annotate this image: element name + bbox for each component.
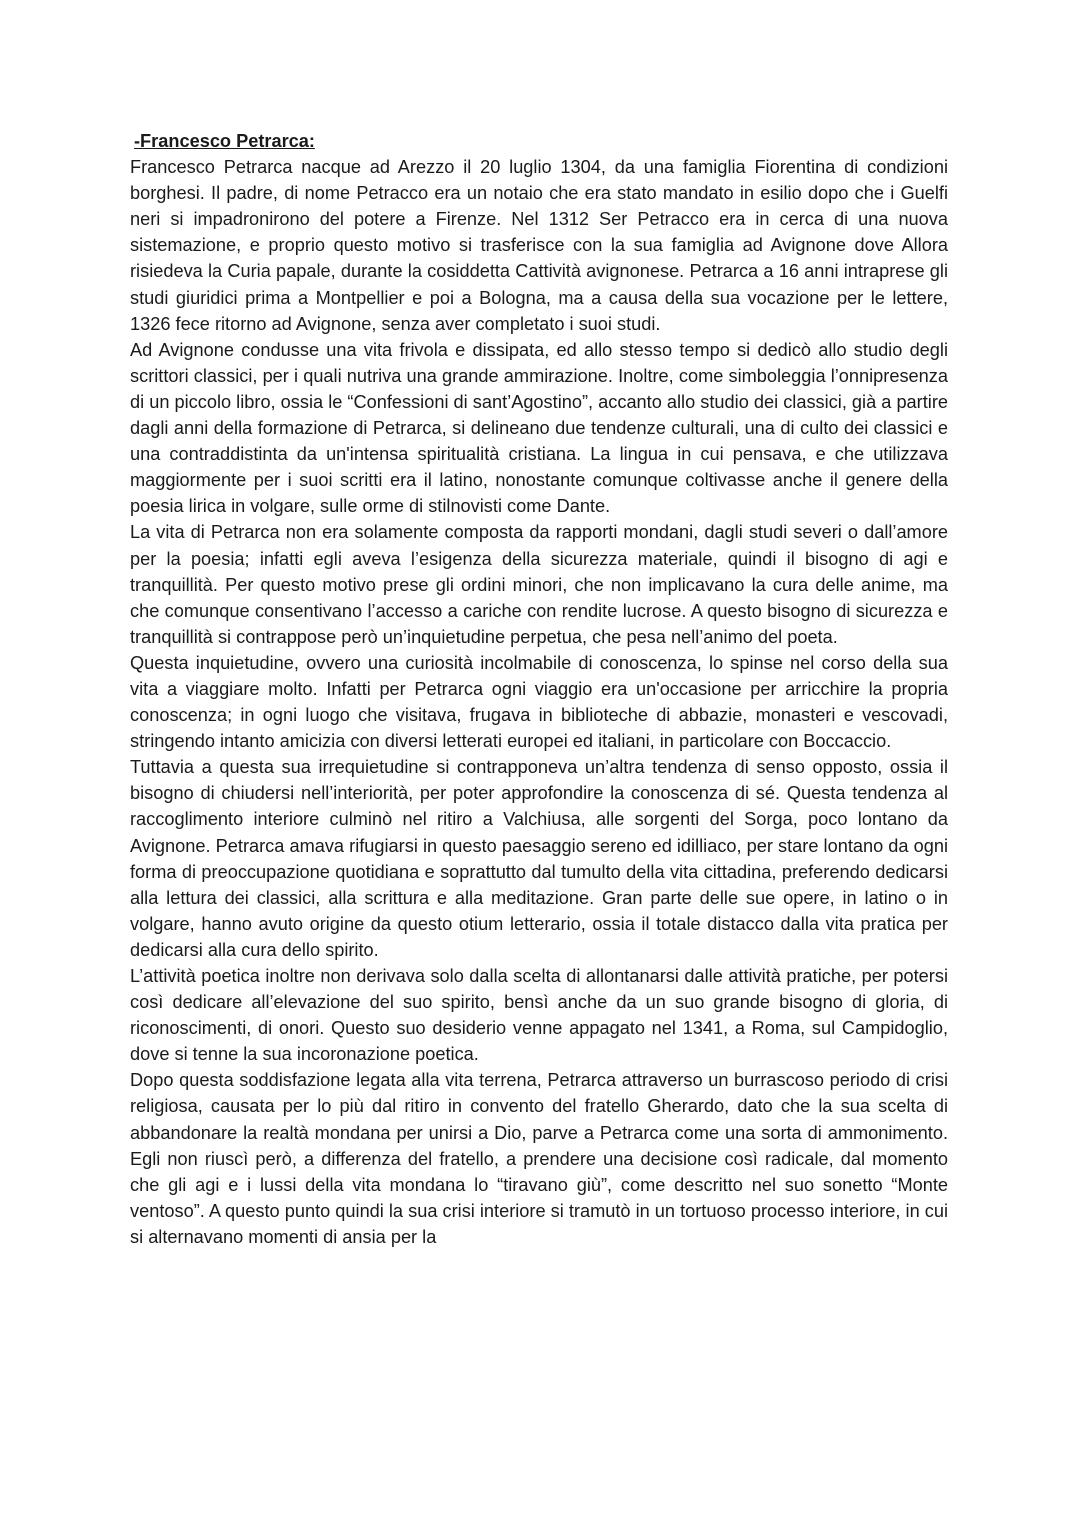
document-page [130,128,948,1250]
paragraph-travel: Questa inquietudine, ovvero una curiosità incolmabile di conoscenza, lo spinse nel corso della sua vita a viaggiare molto. Infatti per Petrarca ogni viaggio era un'occasione per arricchire la propria conoscenza; in ogni luogo che visitava, frugava in biblioteche di abbazie, monasteri e vescovadi, stringendo intanto amicizia con diversi letterati europei ed italiani, in particolare con Boccaccio. [130,652,948,752]
section-heading: -Francesco Petrarca: [134,131,315,151]
paragraph-crisis: Dopo questa soddisfazione legata alla vita terrena, Petrarca attraverso un burrascoso periodo di crisi religiosa, causata per lo più dal ritiro in convento del fratello Gherardo, dato che la sua scelta di abbandonare la realtà mondana per unirsi a Dio, parve a Petrarca come una sorta di ammonimento. Egli non riuscì però, a differenza del fratello, a prendere una decisione così radicale, dal momento che gli agi e i lussi della vita mondana lo “tiravano giù”, come descritto nel suo sonetto “Monte ventoso”. A questo punto quindi la sua crisi interiore si tramutò in un tortuoso processo interiore, in cui si alternavano momenti di ansia per la [130,1070,948,1247]
paragraph-glory: L’attività poetica inoltre non derivava solo dalla scelta di allontanarsi dalle attività pratiche, per potersi così dedicare all’elevazione del suo spirito, bensì anche da un suo grande bisogno di gloria, di riconoscimenti, di onori. Questo suo desiderio venne appagato nel 1341, a Roma, sul Campidoglio, dove si tenne la sua incoronazione poetica. [130,966,948,1065]
paragraph-valchiusa: Tuttavia a questa sua irrequietudine si contrapponeva un’altra tendenza di senso opposto, ossia il bisogno di chiudersi nell’interiorità, per poter approfondire la conoscenza di sé. Questa tendenza al raccoglimento interiore culminò nel ritiro a Valchiusa, alle sorgenti del Sorga, poco lontano da Avignone. Petrarca amava rifugiarsi in questo paesaggio sereno ed idilliaco, per stare lontano da ogni forma di preoccupazione quotidiana e soprattutto dal tumulto della vita cittadina, preferendo dedicarsi alla lettura dei classici, alla scrittura e alla meditazione. Gran parte delle sue opere, in latino o in volgare, hanno avuto origine da questo otium letterario, ossia il totale distacco dalla vita pratica per dedicarsi alla cura dello spirito. [130,757,948,960]
paragraph-birth: Francesco Petrarca nacque ad Arezzo il 20 luglio 1304, da una famiglia Fiorentina di condizioni borghesi. Il padre, di nome Petracco era un notaio che era stato mandato in esilio dopo che i Guelfi neri si impadronirono del potere a Firenze. Nel 1312 Ser Petracco era in cerca di una nuova sistemazione, e proprio questo motivo si trasferisce con la sua famiglia ad Avignone dove Allora risiedeva la Curia papale, durante la cosiddetta Cattività avignonese. Petrarca a 16 anni intraprese gli studi giuridici prima a Montpellier e poi a Bologna, ma a causa della sua vocazione per le lettere, 1326 fece ritorno ad Avignone, senza aver completato i suoi studi. [130,157,948,334]
paragraph-avignon: Ad Avignone condusse una vita frivola e dissipata, ed allo stesso tempo si dedicò allo studio degli scrittori classici, per i quali nutriva una grande ammirazione. Inoltre, come simboleggia l’onnipresenza di un piccolo libro, ossia le “Confessioni di sant’Agostino”, accanto allo studio dei classici, già a partire dagli anni della formazione di Petrarca, si delineano due tendenze culturali, una di culto dei classici e una contraddistinta da un'intensa spiritualità cristiana. La lingua in cui pensava, e che utilizzava maggiormente per i suoi scritti era il latino, nonostante comunque coltivasse anche il genere della poesia lirica in volgare, sulle orme di stilnovisti come Dante. [130,339,948,517]
paragraph-security: La vita di Petrarca non era solamente composta da rapporti mondani, dagli studi severi o dall’amore per la poesia; infatti egli aveva l’esigenza della sicurezza materiale, quindi il bisogno di agi e tranquillità. Per questo motivo prese gli ordini minori, che non implicavano la cura delle anime, ma che comunque consentivano l’accesso a cariche con rendite lucrose. A questo bisogno di sicurezza e tranquillità si contrappose però un’inquietudine perpetua, che pesa nell’animo del poeta. [130,522,948,647]
